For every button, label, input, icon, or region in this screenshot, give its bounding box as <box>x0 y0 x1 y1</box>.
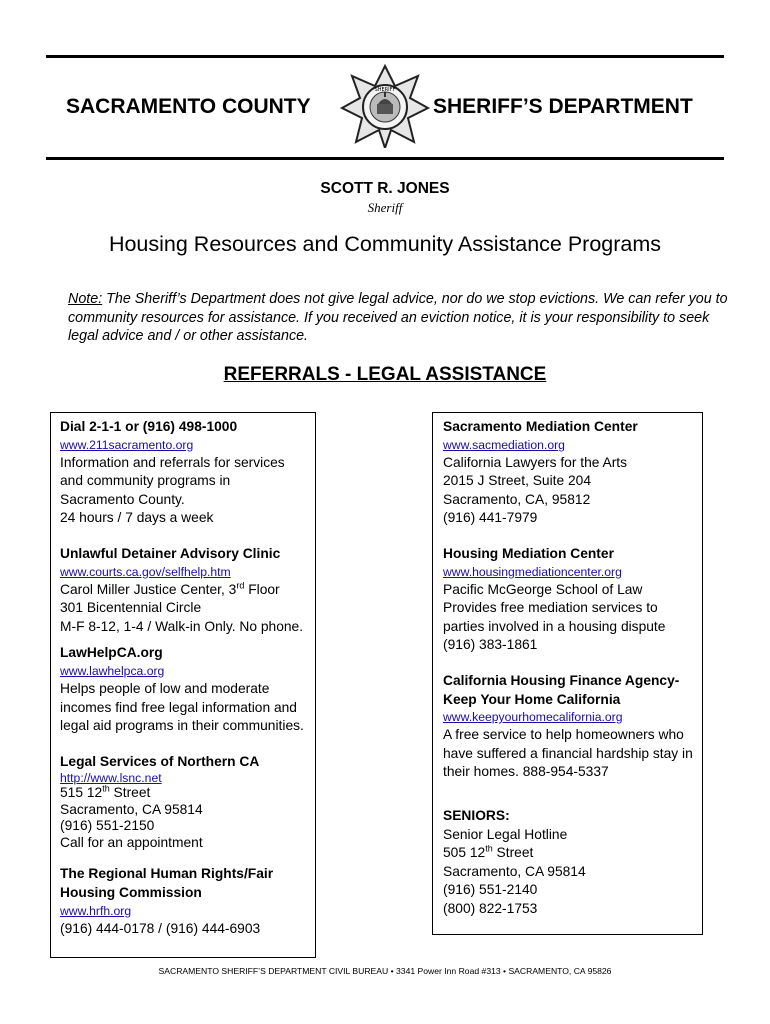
header-bottom-rule <box>46 157 724 160</box>
resource-housing-mediation <box>443 545 701 655</box>
resource-line: Sacramento, CA 95814 <box>443 863 586 879</box>
sheriff-badge-icon <box>340 64 430 148</box>
resource-line: 515 12th Street <box>60 783 151 801</box>
resource-line: Provides free mediation services to <box>443 600 658 616</box>
resource-title: Keep Your Home California <box>443 691 621 707</box>
resource-title: SENIORS: <box>443 807 510 823</box>
resource-title: Unlawful Detainer Advisory Clinic <box>60 545 281 561</box>
resource-line: Information and referrals for services <box>60 454 285 470</box>
resource-line: parties involved in a housing dispute <box>443 618 666 634</box>
top-rule <box>46 55 724 58</box>
resource-line: 24 hours / 7 days a week <box>60 510 214 526</box>
note-paragraph <box>68 290 734 346</box>
resource-link[interactable]: http://www.lsnc.net <box>60 771 162 786</box>
resource-link[interactable]: www.hrfh.org <box>60 903 132 918</box>
resource-line: M-F 8-12, 1-4 / Walk-in Only. No phone. <box>60 618 304 634</box>
resource-title: The Regional Human Rights/Fair <box>60 866 274 882</box>
page-title: Housing Resources and Community Assistance Programs <box>108 232 662 256</box>
resource-line: Sacramento, CA, 95812 <box>443 491 591 507</box>
resource-lawhelp <box>60 644 316 735</box>
resource-title: Housing Mediation Center <box>443 545 614 561</box>
badge-text: SHERIFF <box>374 87 396 93</box>
resource-title: LawHelpCA.org <box>60 645 163 661</box>
resource-line: 505 12th Street <box>443 843 534 861</box>
resource-regional-commission <box>60 865 316 938</box>
resource-line: incomes find free legal information and <box>60 699 297 715</box>
resource-sac-mediation <box>443 418 701 528</box>
section-title: REFERRALS - LEGAL ASSISTANCE <box>223 364 547 385</box>
resource-line: California Lawyers for the Arts <box>443 454 628 470</box>
resource-title: Dial 2-1-1 or (916) 498-1000 <box>60 419 238 434</box>
resource-line: and community programs in <box>60 473 231 489</box>
footer-separator: • <box>388 966 397 976</box>
resource-line: (916) 551-2140 <box>443 882 538 898</box>
resource-link[interactable]: www.211sacramento.org <box>60 437 194 452</box>
resource-line: have suffered a financial hardship stay in <box>443 745 693 761</box>
resource-line: legal aid programs in their communities. <box>60 718 304 734</box>
resource-line: 301 Bicentennial Circle <box>60 600 202 616</box>
resource-title: California Housing Finance Agency- <box>443 672 680 688</box>
note-text: The Sheriff’s Department does not give legal advice, nor do we stop evictions. We can refer you to community resources for assistance. If you received an eviction notice, it is your responsibility to seek legal advice and / or other assistance. <box>68 291 728 344</box>
footer-address: 3341 Power Inn Road #313 <box>396 966 501 976</box>
sheriff-title: Sheriff <box>367 200 403 215</box>
resource-line: 2015 J Street, Suite 204 <box>443 473 592 489</box>
resource-line: (916) 441-7979 <box>443 510 538 526</box>
resource-line: A free service to help homeowners who <box>443 727 684 743</box>
header-county: SACRAMENTO COUNTY <box>66 95 311 118</box>
footer-city: SACRAMENTO, CA 95826 <box>508 966 612 976</box>
resource-line: Call for an appointment <box>60 834 203 850</box>
resource-title: Sacramento Mediation Center <box>443 419 638 434</box>
resource-calhfa <box>443 672 701 782</box>
sheriff-name: SCOTT R. JONES <box>320 180 450 197</box>
resource-title: Housing Commission <box>60 884 202 900</box>
resource-line: (916) 551-2150 <box>60 818 155 834</box>
resource-line: (916) 383-1861 <box>443 637 538 653</box>
footer <box>0 966 770 976</box>
resource-line: their homes. 888-954-5337 <box>443 764 609 780</box>
resource-link[interactable]: www.courts.ca.gov/selfhelp.htm <box>60 564 231 579</box>
footer-bureau: SACRAMENTO SHERIFF’S DEPARTMENT CIVIL BUREAU <box>158 966 389 976</box>
resource-title: Legal Services of Northern CA <box>60 753 260 769</box>
header-department: SHERIFF’S DEPARTMENT <box>433 95 693 118</box>
footer-separator: • <box>500 966 509 976</box>
left-column <box>60 418 316 938</box>
resource-link[interactable]: www.housingmediationcenter.org <box>443 564 622 579</box>
right-column <box>443 418 701 918</box>
resource-line: Carol Miller Justice Center, 3rd Floor <box>60 579 280 597</box>
resource-lsnc <box>60 753 316 852</box>
resource-line: Senior Legal Hotline <box>443 826 568 842</box>
resource-line: Helps people of low and moderate <box>60 680 270 696</box>
resource-line: Pacific McGeorge School of Law <box>443 581 643 597</box>
resource-dial-211 <box>60 418 316 528</box>
resource-line: (800) 822-1753 <box>443 900 538 916</box>
resource-line: (916) 444-0178 / (916) 444-6903 <box>60 920 261 936</box>
resource-line: Sacramento, CA 95814 <box>60 801 203 817</box>
resource-link[interactable]: www.sacmediation.org <box>443 437 565 452</box>
resource-unlawful-detainer <box>60 545 316 636</box>
note-label: Note: <box>68 291 103 307</box>
resource-link[interactable]: www.lawhelpca.org <box>60 663 165 678</box>
resource-seniors <box>443 807 701 919</box>
resource-line: Sacramento County. <box>60 491 185 507</box>
resource-link[interactable]: www.keepyourhomecalifornia.org <box>443 710 623 725</box>
